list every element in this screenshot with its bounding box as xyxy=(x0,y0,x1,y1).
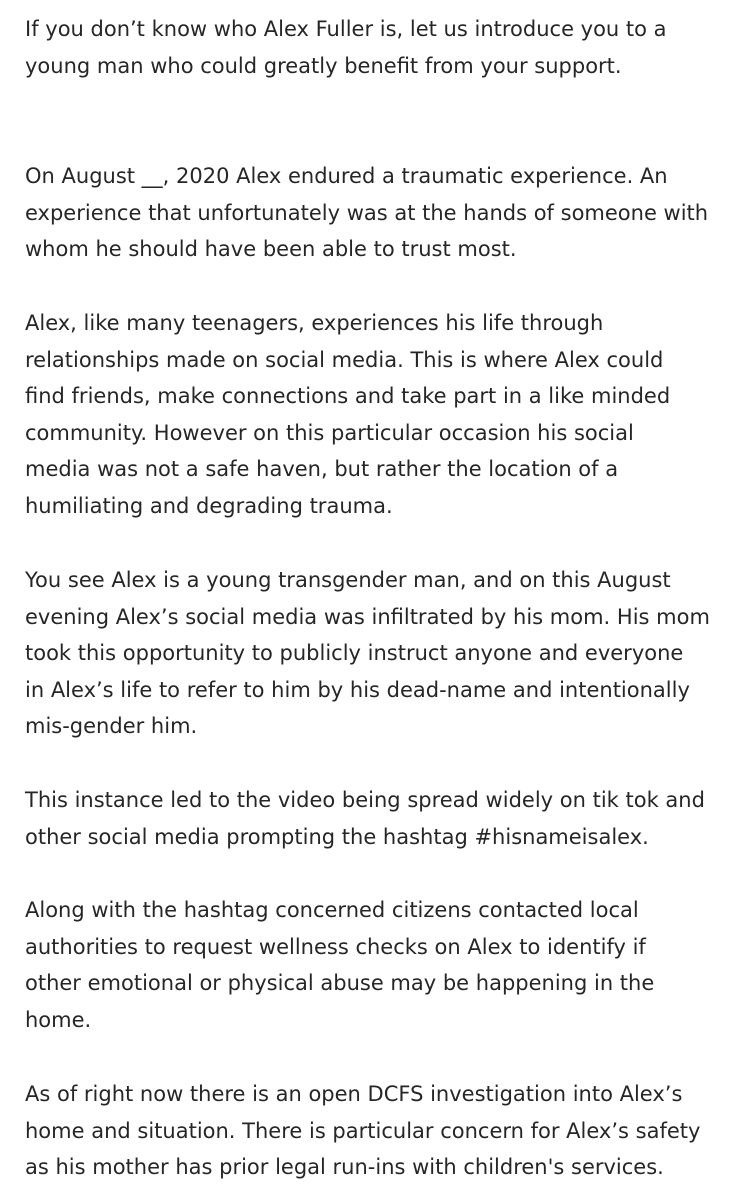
paragraph-transgender xyxy=(25,562,710,745)
text-line: If you don’t know who Alex Fuller is, let us introduce you to a xyxy=(25,17,667,41)
text-line: experience that unfortunately was at the hands of someone with xyxy=(25,200,709,225)
text-line: media was not a safe haven, but rather the location of a xyxy=(25,457,619,482)
text-line: Alex, like many teenagers, experiences his life through xyxy=(25,311,604,335)
paragraph-wellness-checks xyxy=(25,892,654,1038)
text-line: humiliating and degrading trauma. xyxy=(25,493,393,518)
text-line: mis-gender him. xyxy=(25,714,198,739)
paragraph-traumatic-experience xyxy=(25,158,708,268)
text-line: whom he should have been able to trust most. xyxy=(25,237,517,262)
text-line: find friends, make connections and take part in a like minded xyxy=(25,384,671,409)
text-line: You see Alex is a young transgender man, and on this August xyxy=(25,568,671,592)
text-line: On August __, 2020 Alex endured a traumatic experience. An xyxy=(25,164,668,188)
text-line: As of right now there is an open DCFS investigation into Alex’s xyxy=(25,1082,683,1106)
text-line: This instance led to the video being spread widely on tik tok and xyxy=(25,788,705,812)
text-line: home. xyxy=(25,1007,92,1032)
text-line: community. However on this particular occasion his social xyxy=(25,420,634,445)
paragraph-dcfs-investigation xyxy=(25,1076,700,1186)
paragraph-hashtag xyxy=(25,782,705,855)
text-line: authorities to request wellness checks on Alex to identify if xyxy=(25,934,646,959)
text-line: in Alex’s life to refer to him by his dead-name and intentionally xyxy=(25,677,690,702)
text-line: relationships made on social media. This is where Alex could xyxy=(25,347,664,372)
text-line: took this opportunity to publicly instruct anyone and everyone xyxy=(25,641,684,666)
text-line: young man who could greatly benefit from your support. xyxy=(25,53,622,78)
text-line: home and situation. There is particular concern for Alex’s safety xyxy=(25,1118,701,1143)
text-line: Along with the hashtag concerned citizens contacted local xyxy=(25,898,639,922)
text-line: other emotional or physical abuse may be happening in the xyxy=(25,971,655,996)
text-line: as his mother has prior legal run-ins with children's services. xyxy=(25,1155,664,1180)
paragraph-intro xyxy=(25,11,667,84)
text-line: other social media prompting the hashtag #hisnameisalex. xyxy=(25,824,649,849)
paragraph-social-media xyxy=(25,305,670,525)
text-line: evening Alex’s social media was infiltrated by his mom. His mom xyxy=(25,604,710,629)
